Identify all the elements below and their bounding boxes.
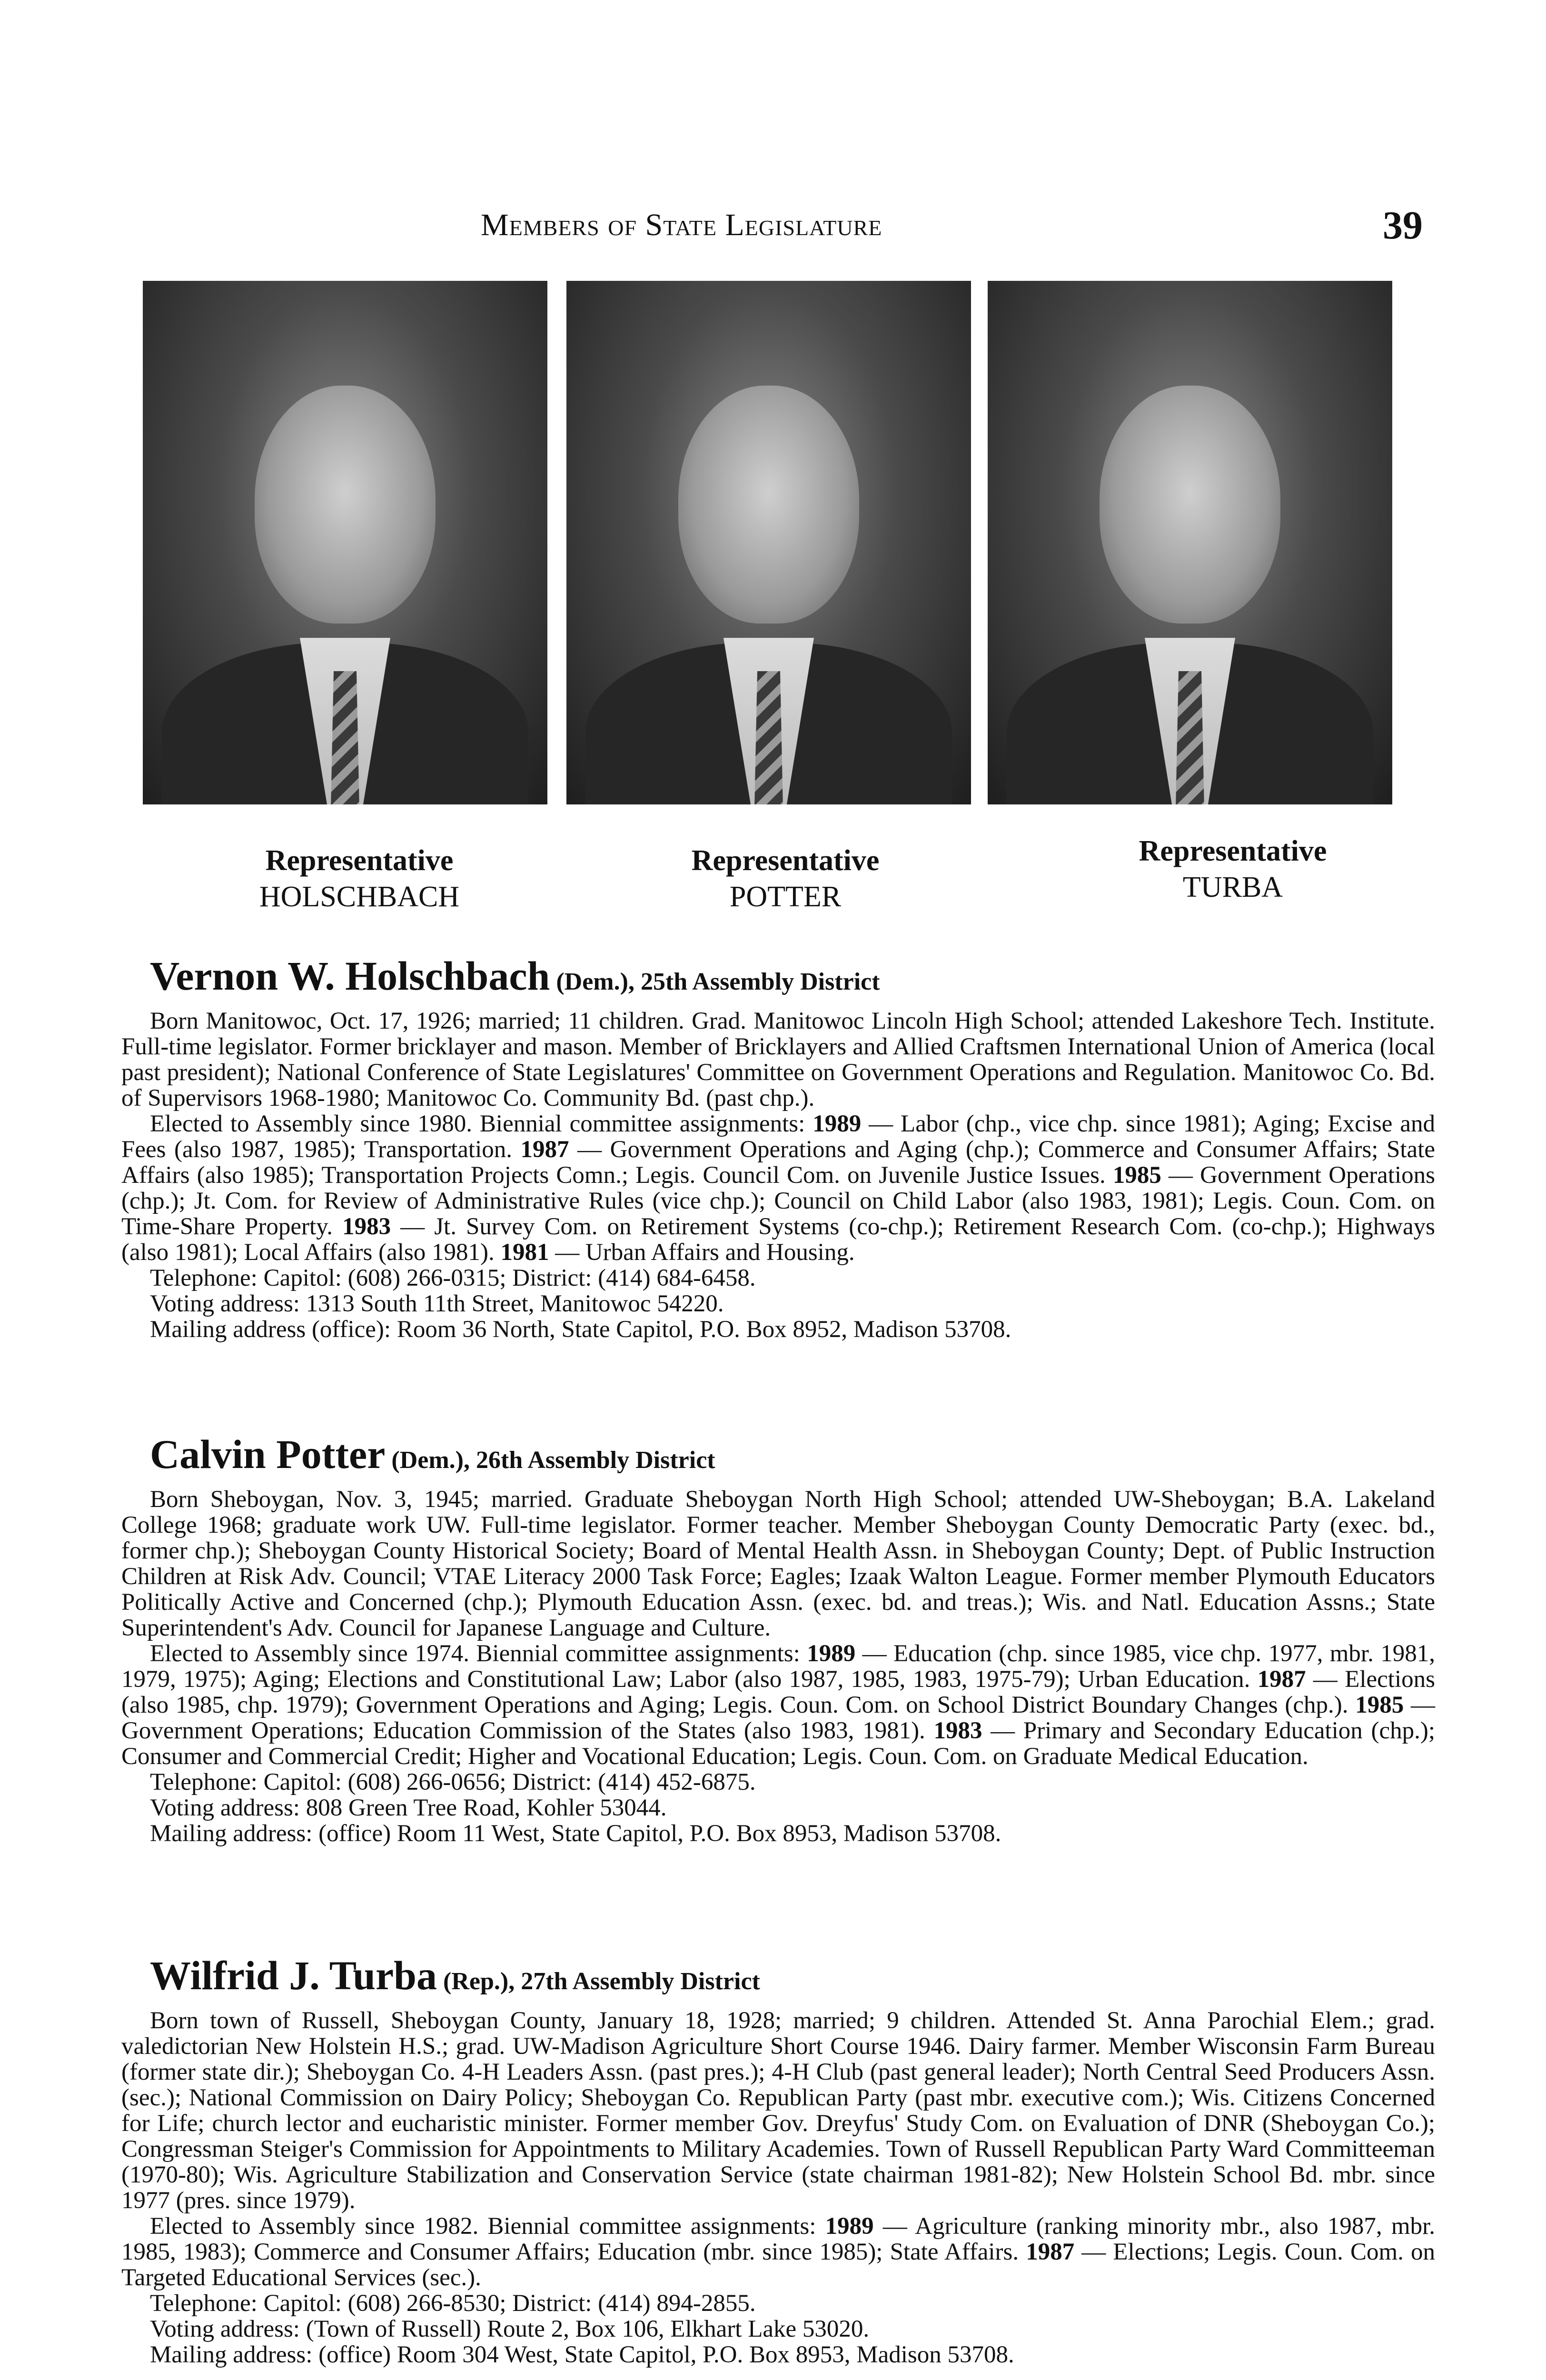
bio-voting-address: Voting address: (Town of Russell) Route 2, Box 106, Elkhart Lake 53020. [150, 2316, 870, 2342]
caption-title: Representative [265, 844, 454, 877]
bio-telephone: Telephone: Capitol: (608) 266-8530; District: (414) 894-2855. [150, 2290, 756, 2317]
bio-potter [121, 1428, 1435, 1846]
bio-mailing-address: Mailing address: (office) Room 11 West, State Capitol, P.O. Box 8953, Madison 53708. [150, 1820, 1001, 1847]
caption-name: HOLSCHBACH [259, 881, 460, 913]
bio-voting-address: Voting address: 1313 South 11th Street, Manitowoc 54220. [150, 1290, 724, 1317]
bio-mailing-address: Mailing address (office): Room 36 North, State Capitol, P.O. Box 8952, Madison 53708. [150, 1316, 1011, 1343]
member-name: Calvin Potter [150, 1431, 386, 1477]
bio-heading [121, 1428, 1435, 1487]
bio-heading [121, 1949, 1435, 2008]
portrait-tie [331, 671, 359, 804]
portrait-turba [988, 281, 1392, 804]
portrait-head [255, 386, 436, 624]
caption-name: POTTER [729, 881, 842, 913]
page-header [0, 203, 1546, 250]
bio-telephone: Telephone: Capitol: (608) 266-0315; District: (414) 684-6458. [150, 1265, 756, 1291]
bio-holschbach [121, 950, 1435, 1342]
bio-background: Born town of Russell, Sheboygan County, January 18, 1928; married; 9 children. Attended St. Anna Parochial Elem.; grad. valedictorian New Holstein H.S.; grad. UW-Madison Agriculture Short Course 1946. Dairy farmer. Member Wisconsin Farm Bureau (former state dir.); Sheboygan Co. 4-H Leaders Assn. (past pres.); 4-H Club (past general leader); North Central Seed Producers Assn. (sec.); National Commission on Dairy Policy; Sheboygan Co. Republican Party (past mbr. executive com.); Wis. Citizens Concerned for Life; church lector and eucharistic minister. Former member Gov. Dreyfus' Study Com. on Evaluation of DNR (Sheboygan Co.); Congressman Steiger's Commission for Appointments to Military Academies. Town of Russell Republican Party Ward Committeeman (1970-80); Wis. Agriculture Stabilization and Conservation Service (state chairman 1981-82); New Holstein School Bd. mbr. since 1977 (pres. since 1979). [121, 2007, 1435, 2214]
portrait-tie [754, 671, 783, 804]
portrait-potter [566, 281, 971, 804]
bio-committees: Elected to Assembly since 1982. Biennial committee assignments: 1989 — Agriculture (ranking minority mbr., also 1987, mbr. 1985, 1983); Commerce and Consumer Affairs; Education (mbr. since 1985); State Affairs. 1987 — Elections; Legis. Coun. Com. on Targeted Educational Services (sec.). [121, 2213, 1435, 2291]
caption-title: Representative [691, 844, 880, 877]
caption-turba [1031, 833, 1435, 905]
portrait-head [1100, 386, 1280, 624]
page-number: 39 [1383, 203, 1423, 248]
caption-potter [583, 843, 988, 915]
caption-title: Representative [1139, 835, 1327, 867]
portrait-head [678, 386, 859, 624]
caption-holschbach [157, 843, 562, 915]
bio-mailing-address: Mailing address: (office) Room 304 West, State Capitol, P.O. Box 8953, Madison 53708. [150, 2341, 1014, 2368]
party-district: (Dem.), 25th Assembly District [550, 968, 880, 995]
bio-committees: Elected to Assembly since 1980. Biennial committee assignments: 1989 — Labor (chp., vice chp. since 1981); Aging; Excise and Fees (also 1987, 1985); Transportation. 1987 — Government Operations and Aging (chp.); Commerce and Consumer Affairs; State Affairs (also 1985); Transportation Projects Comn.; Legis. Council Com. on Juvenile Justice Issues. 1985 — Government Operations (chp.); Jt. Com. for Review of Administrative Rules (vice chp.); Council on Child Labor (also 1983, 1981); Legis. Coun. Com. on Time-Share Property. 1983 — Jt. Survey Com. on Retirement Systems (co-chp.); Retirement Research Com. (co-chp.); Highways (also 1981); Local Affairs (also 1981). 1981 — Urban Affairs and Housing. [121, 1111, 1436, 1266]
party-district: (Dem.), 26th Assembly District [385, 1447, 715, 1474]
caption-name: TURBA [1182, 871, 1283, 903]
bio-committees: Elected to Assembly since 1974. Biennial committee assignments: 1989 — Education (chp. since 1985, vice chp. 1977, mbr. 1981, 1979, 1975); Aging; Elections and Constitutional Law; Labor (also 1987, 1985, 1983, 1975-79); Urban Education. 1987 — Elections (also 1985, chp. 1979); Government Operations and Aging; Legis. Coun. Com. on School District Boundary Changes (chp.). 1985 — Government Operations; Education Commission of the States (also 1983, 1981). 1983 — Primary and Secondary Education (chp.); Consumer and Commercial Credit; Higher and Vocational Education; Legis. Coun. Com. on Graduate Medical Education. [121, 1640, 1435, 1770]
portrait-holschbach [143, 281, 547, 804]
party-district: (Rep.), 27th Assembly District [437, 1968, 760, 1995]
bio-background: Born Manitowoc, Oct. 17, 1926; married; 11 children. Grad. Manitowoc Lincoln High School; attended Lakeshore Tech. Institute. Full-time legislator. Former bricklayer and mason. Member of Bricklayers and Allied Craftsmen International Union of America (local past president); National Conference of State Legislatures' Committee on Government Operations and Regulation. Manitowoc Co. Bd. of Supervisors 1968-1980; Manitowoc Co. Community Bd. (past chp.). [121, 1008, 1435, 1111]
bio-turba [121, 1949, 1435, 2368]
bio-telephone: Telephone: Capitol: (608) 266-0656; District: (414) 452-6875. [150, 1769, 756, 1795]
bio-voting-address: Voting address: 808 Green Tree Road, Kohler 53044. [150, 1795, 667, 1821]
bio-heading [121, 950, 1435, 1008]
member-name: Vernon W. Holschbach [150, 953, 550, 999]
portrait-tie [1176, 671, 1204, 804]
running-head: Members of State Legislature [481, 208, 882, 242]
member-name: Wilfrid J. Turba [150, 1953, 437, 1998]
bio-background: Born Sheboygan, Nov. 3, 1945; married. Graduate Sheboygan North High School; attended UW-Sheboygan; B.A. Lakeland College 1968; graduate work UW. Full-time legislator. Former teacher. Member Sheboygan County Democratic Party (exec. bd., former chp.); Sheboygan County Historical Society; Board of Mental Health Assn. in Sheboygan County; Dept. of Public Instruction Children at Risk Adv. Council; VTAE Literacy 2000 Task Force; Eagles; Izaak Walton League. Former member Plymouth Educators Politically Active and Concerned (chp.); Plymouth Education Assn. (exec. bd. and treas.); Wis. and Natl. Education Assns.; State Superintendent's Adv. Council for Japanese Language and Culture. [121, 1486, 1435, 1641]
